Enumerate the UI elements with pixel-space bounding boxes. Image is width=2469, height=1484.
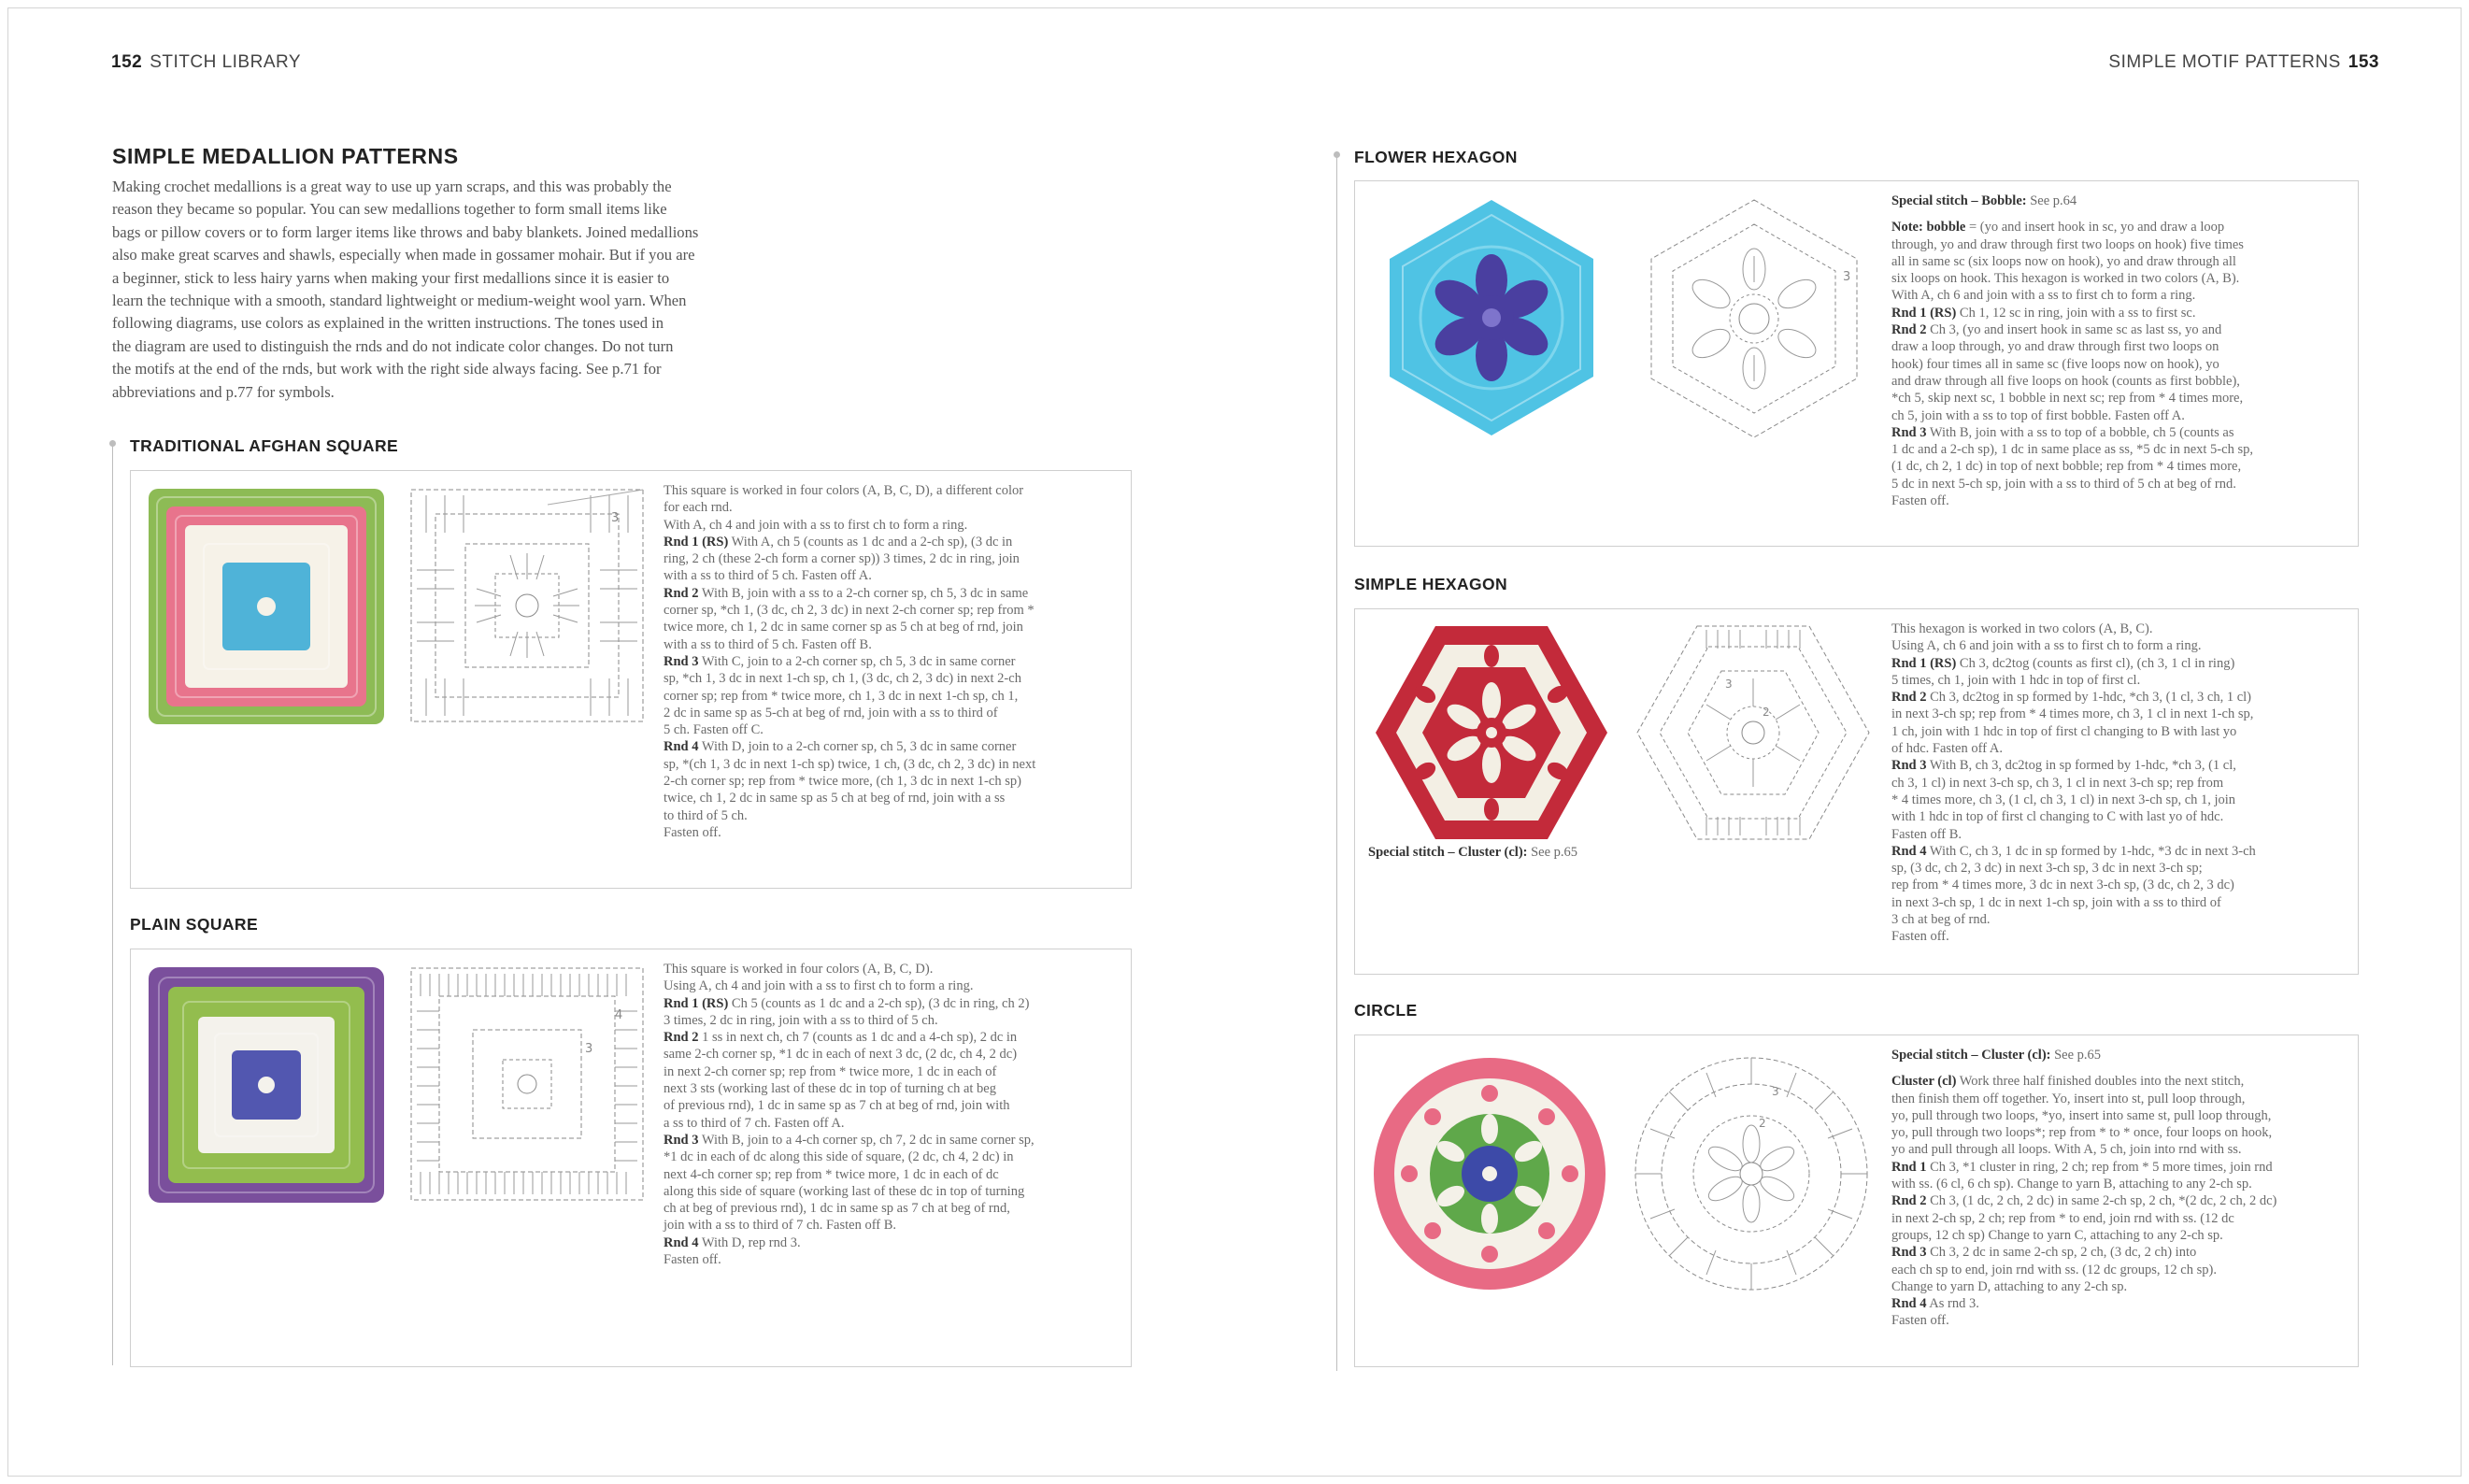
instruction-line [664,1012,1127,1029]
instruction-line [664,756,1127,773]
instruction-line [1891,1141,2354,1158]
instruction-text: in next 3-ch sp; rep from * 4 times more, ch 3, 1 cl in next 1-ch sp, [1891,706,2254,722]
instruction-line [1891,1073,2354,1090]
intro-line: reason they became so popular. You can sew medallions together to form small items like [112,200,667,219]
round-label: Rnd 4 [1891,843,1927,859]
instruction-line [664,1200,1127,1217]
instruction-line [664,961,1127,977]
intro-text [112,176,843,404]
round-label: Rnd 1 (RS) [1891,655,1957,671]
round-label: Rnd 2 [1891,322,1927,338]
instruction-line [664,653,1127,670]
instruction-line [1891,1091,2354,1107]
instruction-line [1891,1278,2354,1295]
intro-line: following diagrams, use colors as explained in the written instructions. The tones used in [112,314,664,333]
round-label: Rnd 1 [1891,1159,1927,1175]
instruction-text: corner sp; rep from * twice more, ch 1, 3 dc in next 1-ch sp, ch 1, [664,688,1019,704]
instruction-text: of hdc. Fasten off A. [1891,741,2003,757]
pattern-box [130,949,1132,1367]
instruction-text: This hexagon is worked in two colors (A, B, C). [1891,621,2153,636]
plain-instructions [664,961,1127,1268]
instruction-line [664,790,1127,806]
instruction-line [664,1080,1127,1097]
instruction-line [1891,253,2354,270]
pattern-box [1354,1035,2359,1367]
right-page-number: 153 [2348,52,2379,72]
instruction-text: to third of 5 ch. [664,807,748,823]
instruction-line [1891,689,2354,706]
round-label: Rnd 1 (RS) [664,995,729,1011]
instruction-text: for each rnd. [664,500,733,516]
flower-instructions [1891,193,2354,509]
round-label: Rnd 2 [1891,1193,1927,1209]
running-head-right [2108,52,2379,73]
instruction-line [1891,928,2354,945]
instruction-text: with a ss to third of 5 ch. Fasten off B. [664,636,872,652]
left-section-name: STITCH LIBRARY [150,52,302,72]
simple-hexagon-photo [1370,622,1613,843]
instruction-line [1891,894,2354,911]
section-rule [112,440,113,1365]
intro-line: abbreviations and p.77 for symbols. [112,382,335,401]
instruction-line [664,1046,1127,1063]
instruction-text: hook) four times all in same sc (five loops now on hook), yo [1891,356,2219,372]
instruction-line [1891,1262,2354,1278]
special-stitch-ref: See p.65 [1527,845,1578,860]
pattern-title: PLAIN SQUARE [130,915,259,934]
instruction-line [664,670,1127,687]
instruction-line [1891,1210,2354,1227]
instruction-line [1891,860,2354,877]
instruction-line [1891,808,2354,825]
instruction-text: 2-ch corner sp; rep from * twice more, (ch 1, 3 dc in next 1-ch sp) [664,774,1021,790]
instruction-text: twice, ch 1, 2 dc in same sp as 5 ch at beg of rnd, join with a ss [664,791,1006,806]
instruction-text: draw a loop through, yo and draw through first two loops on [1891,339,2219,355]
instruction-text: Fasten off. [1891,493,1949,509]
special-stitch-label: Special stitch – Cluster (cl): [1368,845,1528,860]
round-label: Rnd 2 [1891,690,1927,706]
round-label: Rnd 4 [1891,1296,1927,1312]
instruction-line [1891,338,2354,355]
instruction-text: With A, ch 4 and join with a ss to first ch to form a ring. [664,517,968,533]
hexagon-instructions [1891,621,2354,946]
instruction-line [664,636,1127,653]
instruction-text: With B, join with a ss to top of a bobble, ch 5 (counts as [1926,424,2234,440]
instruction-text: Ch 3, (1 dc, 2 ch, 2 dc) in same 2-ch sp, 2 ch, *(2 dc, 2 ch, 2 dc) [1926,1193,2277,1209]
round-label: Cluster (cl) [1891,1074,1957,1090]
round-label: Rnd 3 [1891,424,1927,440]
instruction-text: Ch 3, dc2tog (counts as first cl), (ch 3, 1 cl in ring) [1956,655,2235,671]
instruction-line [1891,1244,2354,1261]
instruction-text: in next 2-ch sp, 2 ch; rep from * to end, join rnd with ss. (12 dc [1891,1210,2234,1226]
instruction-line [1891,637,2354,654]
instruction-line [664,1029,1127,1046]
instruction-text: With B, ch 3, dc2tog in sp formed by 1-hdc, *ch 3, (1 cl, [1926,758,2236,774]
pattern-title: FLOWER HEXAGON [1354,148,1518,166]
instruction-text: With C, join to a 2-ch corner sp, ch 5, 3 dc in same corner [698,653,1016,669]
instruction-text: As rnd 3. [1926,1296,1979,1312]
round-label: Rnd 1 (RS) [664,534,729,549]
instruction-line [664,977,1127,994]
special-stitch-note [1368,845,1577,861]
instruction-text: Work three half finished doubles into the next stitch, [1956,1074,2245,1090]
instruction-text: Change to yarn D, attaching to any 2-ch sp. [1891,1278,2128,1294]
instruction-line [1891,1159,2354,1176]
instruction-text: 3 times, 2 dc in ring, join with a ss to third of 5 ch. [664,1012,938,1028]
round-label: Rnd 3 [1891,1245,1927,1261]
instruction-line [1891,373,2354,390]
instruction-text: through, yo and draw through first two loops on hook) five times [1891,236,2244,252]
instruction-text: all in same sc (six loops now on hook), yo and draw through all [1891,253,2236,269]
instruction-text: 5 ch. Fasten off C. [664,722,764,738]
svg-text:3: 3 [585,1042,593,1056]
afghan-instructions [664,482,1127,841]
afghan-square-diagram [407,486,647,725]
round-label: Rnd 2 [664,1030,699,1046]
instruction-line [1891,321,2354,338]
instruction-line [664,1234,1127,1251]
instruction-text: Ch 3, *1 cluster in ring, 2 ch; rep from * 5 more times, join rnd [1926,1159,2273,1175]
instruction-line [664,1063,1127,1080]
instruction-text: 5 dc in next 5-ch sp, join with a ss to third of 5 ch at beg of rnd. [1891,476,2236,492]
instruction-text: sp, *ch 1, 3 dc in next 1-ch sp, ch 1, (3 dc, ch 2, 3 dc) in next 2-ch [664,671,1021,687]
instruction-text: ch 3, 1 cl) in next 3-ch sp, ch 3, 1 cl in next 3-ch sp; rep from [1891,775,2224,791]
instruction-line [664,534,1127,550]
instruction-line [1891,826,2354,843]
round-label: Rnd 4 [664,1234,699,1250]
instruction-text: in next 2-ch corner sp; rep from * twice more, 1 dc in each of [664,1063,997,1079]
svg-text:2: 2 [1759,1117,1766,1130]
intro-line: learn the technique with a smooth, standard lightweight or medium-weight wool yarn. When [112,292,687,310]
round-label: Rnd 1 (RS) [1891,305,1957,321]
instruction-text: 5 times, ch 1, join with 1 hdc in top of first cl. [1891,672,2141,688]
instruction-text: a ss to third of 7 ch. Fasten off A. [664,1115,845,1131]
instruction-line [664,499,1127,516]
instruction-line [664,995,1127,1012]
round-label: Special stitch – Cluster (cl): [1891,1048,2051,1063]
svg-text:4: 4 [615,1008,623,1022]
instruction-text: With D, join to a 2-ch corner sp, ch 5, 3 dc in same corner [698,739,1017,755]
instruction-line [1891,775,2354,792]
intro-line: a beginner, stick to less hairy yarns when making your first medallions since it is easier to [112,268,670,287]
instruction-line [1891,655,2354,672]
instruction-line [1891,287,2354,304]
instruction-text: With B, join to a 4-ch corner sp, ch 7, 2 dc in same corner sp, [698,1132,1035,1148]
instruction-text: ring, 2 ch (these 2-ch form a corner sp)) 3 times, 2 dc in ring, join [664,551,1020,567]
instruction-line [664,721,1127,738]
instruction-text: See p.65 [2050,1048,2102,1063]
running-head-left [111,52,301,73]
instruction-text: Fasten off. [664,1252,721,1268]
intro-line: also make great scarves and shawls, especially when made in gossamer mohair. But if you are [112,246,695,264]
instruction-text: * 4 times more, ch 3, (1 cl, ch 3, 1 cl) in next 3-ch sp, ch 1, join [1891,792,2236,807]
instruction-text: With A, ch 5 (counts as 1 dc and a 2-ch sp), (3 dc in [728,534,1013,549]
instruction-line [1891,390,2354,407]
instruction-text: ch at beg of previous rnd), 1 dc in same sp as 7 ch at beg of rnd, [664,1201,1010,1217]
instruction-line [1891,1107,2354,1124]
instruction-line [1891,877,2354,893]
circle-photo [1370,1054,1609,1293]
instruction-text: yo, pull through two loops*; rep from * to * once, four loops on hook, [1891,1125,2273,1141]
pattern-box [1354,608,2359,975]
instruction-line [664,1217,1127,1234]
instruction-line [664,619,1127,635]
pattern-box [130,470,1132,889]
instruction-text: with a ss to third of 5 ch. Fasten off A. [664,568,872,584]
instruction-text: With D, rep rnd 3. [698,1234,801,1250]
instruction-line [664,688,1127,705]
pattern-title: CIRCLE [1354,1001,1418,1020]
simple-hexagon-diagram [1632,622,1875,843]
pattern-title: TRADITIONAL AFGHAN SQUARE [130,436,399,455]
instruction-line [1891,270,2354,287]
instruction-text: This square is worked in four colors (A, B, C, D), a different color [664,483,1024,498]
instruction-line [664,567,1127,584]
instruction-line [664,773,1127,790]
instruction-text: each ch sp to end, join rnd with ss. (12 dc groups, 12 ch sp). [1891,1262,2217,1277]
instruction-text: Using A, ch 4 and join with a ss to first ch to form a ring. [664,978,974,994]
instruction-line [1891,356,2354,373]
instruction-line [1891,843,2354,860]
round-label: Rnd 3 [664,1132,699,1148]
pattern-box [1354,180,2359,547]
instruction-line [1891,458,2354,475]
instruction-text: Ch 5 (counts as 1 dc and a 2-ch sp), (3 dc in ring, ch 2) [728,995,1030,1011]
instruction-line [664,1097,1127,1114]
instruction-line [664,1166,1127,1183]
instruction-text: with 1 hdc in top of first cl changing to C with last yo of hdc. [1891,809,2224,825]
instruction-line [1891,424,2354,441]
svg-text:3: 3 [1772,1085,1779,1098]
flower-hexagon-photo [1370,196,1613,439]
instruction-line [1891,1047,2354,1063]
instruction-text: Fasten off B. [1891,826,1962,842]
instruction-text: along this side of square (working last of these dc in top of turning [664,1183,1025,1199]
instruction-text: Using A, ch 6 and join with a ss to first ch to form a ring. [1891,638,2202,654]
instruction-text: *1 dc in each of dc along this side of square, (2 dc, ch 4, 2 dc) in [664,1149,1014,1165]
instruction-line [1891,305,2354,321]
instruction-text: and draw through all five loops on hook (counts as first bobble), [1891,373,2240,389]
instruction-text: six loops on hook. This hexagon is worked in two colors (A, B). [1891,271,2240,287]
instruction-text: (1 dc, ch 2, 1 dc) in top of next bobble; rep from * 4 times more, [1891,459,2242,475]
round-label: Special stitch – Bobble: [1891,193,2027,208]
instruction-line [1891,1176,2354,1192]
instruction-text: With A, ch 6 and join with a ss to first ch to form a ring. [1891,288,2196,304]
instruction-line [1891,236,2354,253]
instruction-text: 1 dc and a 2-ch sp), 1 dc in same place as ss, *5 dc in next 5-ch sp, [1891,442,2253,458]
round-label: Rnd 3 [1891,758,1927,774]
instruction-line [1891,672,2354,689]
instruction-text: 3 ch at beg of rnd. [1891,912,1991,928]
instruction-text: same 2-ch corner sp, *1 dc in each of next 3 dc, (2 dc, ch 4, 2 dc) [664,1047,1018,1063]
instruction-line [1891,1227,2354,1244]
round-label: Rnd 3 [664,653,699,669]
instruction-text: sp, *(ch 1, 3 dc in next 1-ch sp) twice, 1 ch, (3 dc, ch 2, 3 dc) in next [664,756,1036,772]
instruction-line [664,550,1127,567]
instruction-line [1891,757,2354,774]
instruction-line [664,738,1127,755]
instruction-text: *ch 5, skip next sc, 1 bobble in next sc; rep from * 4 times more, [1891,391,2244,407]
instruction-line [664,1149,1127,1165]
instruction-line [1891,621,2354,637]
instruction-line [1891,911,2354,928]
svg-text:3: 3 [1843,270,1851,284]
instruction-text: twice more, ch 1, 2 dc in same corner sp as 5 ch at beg of rnd, join [664,620,1023,635]
instruction-line [664,705,1127,721]
instruction-text: Ch 3, 2 dc in same 2-ch sp, 2 ch, (3 dc, 2 ch) into [1926,1245,2197,1261]
instruction-line [664,1183,1127,1200]
instruction-line [664,1132,1127,1149]
round-label: Rnd 2 [664,585,699,601]
instruction-line [1891,706,2354,722]
instruction-line [1891,193,2354,209]
instruction-line [1891,219,2354,235]
plain-square-diagram [407,964,647,1204]
instruction-line [1891,492,2354,509]
instruction-text: with ss. (6 cl, 6 ch sp). Change to yarn B, attaching to any 2-ch sp. [1891,1177,2252,1192]
instruction-text: of previous rnd), 1 dc in same sp as 7 ch at beg of rnd, join with [664,1098,1010,1114]
svg-text:2: 2 [1763,706,1770,719]
instruction-line [664,585,1127,602]
instruction-text: 1 ch, join with 1 hdc in top of first cl changing to B with last yo [1891,723,2237,739]
plain-square-photo [146,964,387,1206]
intro-line: bags or pillow covers or to form larger items like throws and baby blankets. Joined medallions [112,222,699,241]
instruction-text: yo and pull through all loops. With A, 5 ch, join into rnd with ss. [1891,1142,2242,1158]
instruction-text: Fasten off. [1891,1313,1949,1329]
instruction-text: rep from * 4 times more, 3 dc in next 3-ch sp, (3 dc, ch 2, 3 dc) [1891,878,2234,893]
flower-hexagon-diagram [1632,196,1877,441]
section-title: SIMPLE MEDALLION PATTERNS [112,144,459,168]
instruction-line [1891,1312,2354,1329]
instruction-line [1891,792,2354,808]
instruction-text: in next 3-ch sp, 1 dc in next 1-ch sp, join with a ss to third of [1891,894,2221,910]
instruction-line [664,602,1127,619]
instruction-text: ch 5, join with a ss to top of first bobble. Fasten off A. [1891,407,2185,423]
instruction-text: Ch 3, (yo and insert hook in same sc as last ss, yo and [1926,322,2222,338]
instruction-line [664,807,1127,824]
pattern-title: SIMPLE HEXAGON [1354,575,1508,593]
instruction-line [664,517,1127,534]
instruction-text: sp, (3 dc, ch 2, 3 dc) in next 3-ch sp, 3 dc in next 3-ch sp; [1891,861,2203,877]
instruction-line [664,1115,1127,1132]
round-label: Note: bobble [1891,220,1966,235]
instruction-text: This square is worked in four colors (A, B, C, D). [664,962,934,977]
instruction-text: 1 ss in next ch, ch 7 (counts as 1 dc and a 4-ch sp), 2 dc in [698,1030,1018,1046]
svg-text:3: 3 [1725,678,1733,691]
intro-line: the diagram are used to distinguish the rnds and do not indicate color changes. Do not turn [112,336,674,355]
instruction-text: then finish them off together. Yo, insert into st, pull loop through, [1891,1091,2246,1106]
instruction-line [1891,1063,2354,1073]
circle-diagram [1632,1054,1871,1293]
instruction-line [1891,476,2354,492]
instruction-line [1891,723,2354,740]
instruction-text: With B, join with a ss to a 2-ch corner sp, ch 5, 3 dc in same [698,585,1029,601]
instruction-text: Ch 3, dc2tog in sp formed by 1-hdc, *ch 3, (1 cl, 3 ch, 1 cl) [1926,690,2252,706]
instruction-line [1891,209,2354,219]
instruction-text: = (yo and insert hook in sc, yo and draw a loop [1965,220,2225,235]
instruction-text: Ch 1, 12 sc in ring, join with a ss to first sc. [1956,305,2196,321]
instruction-text: join with a ss to third of 7 ch. Fasten off B. [664,1218,897,1234]
instruction-text: corner sp, *ch 1, (3 dc, ch 2, 3 dc) in next 2-ch corner sp; rep from * [664,603,1035,619]
instruction-text: next 3 sts (working last of these dc in top of turning ch at beg [664,1081,996,1097]
intro-line: the motifs at the end of the rnds, but work with the right side always facing. See p.71 for [112,360,662,378]
left-page-number: 152 [111,52,143,72]
instruction-text: Fasten off. [1891,929,1949,945]
instruction-text: next 4-ch corner sp; rep from * twice more, 1 dc in each of dc [664,1166,999,1182]
instruction-line [1891,1295,2354,1312]
right-section-name: SIMPLE MOTIF PATTERNS [2108,52,2341,72]
instruction-text: See p.64 [2026,193,2077,208]
instruction-line [664,824,1127,841]
circle-instructions [1891,1047,2354,1330]
instruction-text: Fasten off. [664,824,721,840]
instruction-text: 2 dc in same sp as 5-ch at beg of rnd, join with a ss to third of [664,705,998,721]
instruction-line [1891,441,2354,458]
instruction-text: groups, 12 ch sp) Change to yarn C, attaching to any 2-ch sp. [1891,1227,2223,1243]
instruction-line [1891,1124,2354,1141]
instruction-line [664,482,1127,499]
instruction-line [1891,407,2354,424]
instruction-text: With C, ch 3, 1 dc in sp formed by 1-hdc, *3 dc in next 3-ch [1926,843,2256,859]
instruction-line [1891,740,2354,757]
section-rule [1336,151,1337,1371]
intro-line: Making crochet medallions is a great way to use up yarn scraps, and this was probably the [112,178,672,195]
instruction-line [1891,1192,2354,1209]
instruction-line [664,1251,1127,1268]
instruction-text: yo, pull through two loops, *yo, insert into same st, pull loop through, [1891,1107,2272,1123]
round-label: Rnd 4 [664,739,699,755]
afghan-square-photo [146,486,387,727]
diagram-round-label: 3 [611,511,620,525]
